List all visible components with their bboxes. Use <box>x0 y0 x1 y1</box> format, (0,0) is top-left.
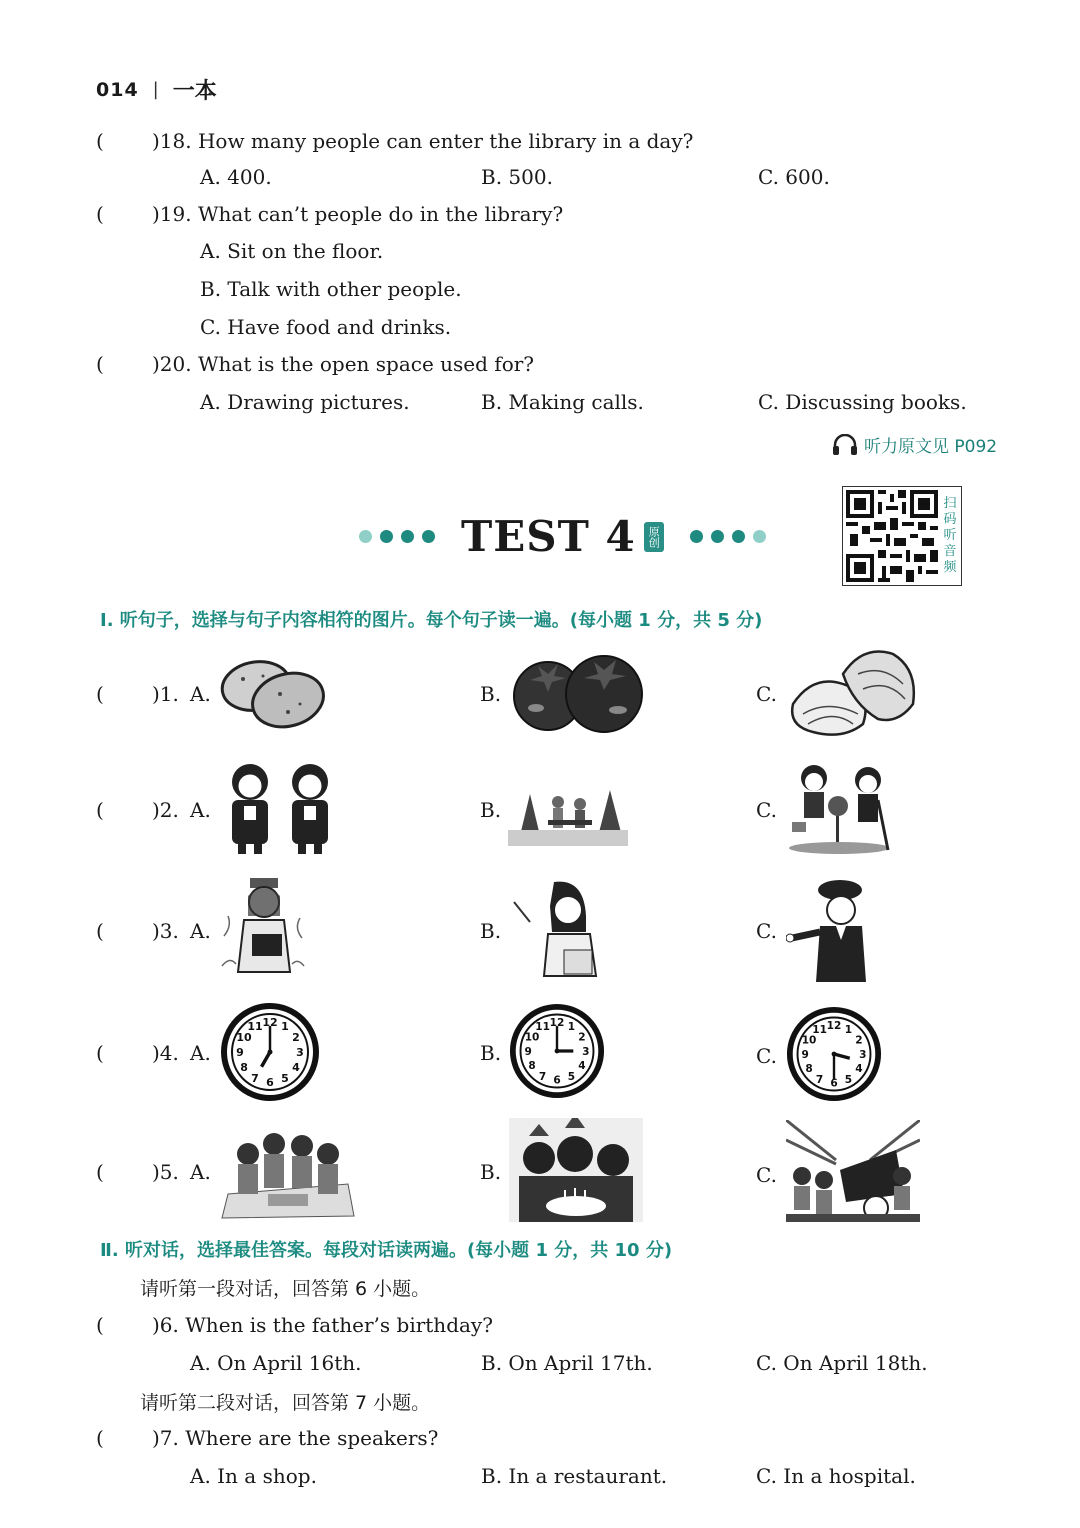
clock-digit: 5 <box>567 1070 576 1083</box>
clock-digit: 8 <box>240 1061 248 1074</box>
question-number: )20. <box>152 352 192 376</box>
answer-paren: ( <box>96 1041 104 1065</box>
option-b: B. 500. <box>481 165 553 189</box>
clock-digit: 4 <box>292 1061 300 1074</box>
answer-paren: ( <box>96 202 104 226</box>
answer-paren: ( <box>96 798 104 822</box>
item-5-label-a: A. <box>190 1160 211 1184</box>
clock-digit: 1 <box>844 1023 853 1036</box>
item-4-label-a: A. <box>190 1041 211 1065</box>
clock-digit: 1 <box>281 1020 289 1034</box>
clock-digit: 9 <box>801 1048 809 1061</box>
option-c: C. Discussing books. <box>758 390 967 414</box>
clock-digit: 6 <box>830 1077 838 1090</box>
badge-text: 原创 <box>647 525 661 548</box>
option-a: A. Drawing pictures. <box>200 390 410 414</box>
question-19 <box>152 202 563 226</box>
question-20 <box>152 352 534 376</box>
clock-digit: 10 <box>236 1031 252 1044</box>
police-officer-picture <box>786 878 874 982</box>
teacher-picture <box>508 876 612 978</box>
question-text: How many people can enter the library in a day? <box>197 129 694 153</box>
answer-paren: ( <box>96 1160 104 1184</box>
page-header <box>96 74 217 105</box>
audio-reference[interactable] <box>832 432 997 457</box>
clock-digit: 10 <box>524 1031 540 1044</box>
clock-digit: 3 <box>296 1046 304 1059</box>
answer-paren: ( <box>96 682 104 706</box>
clock-b-picture <box>509 1003 605 1099</box>
clock-digit: 6 <box>266 1076 274 1089</box>
option-a: A. Sit on the floor. <box>200 239 384 263</box>
question-number: )6. <box>152 1313 179 1337</box>
item-1-number: )1. <box>152 682 179 706</box>
clock-digit: 6 <box>553 1074 561 1087</box>
option-b: B. In a restaurant. <box>481 1464 668 1488</box>
clock-digit: 9 <box>236 1046 244 1059</box>
clock-digit: 3 <box>859 1048 867 1061</box>
option-a: A. 400. <box>200 165 272 189</box>
decor-dots-left <box>355 530 439 543</box>
item-5-number: )5. <box>152 1160 179 1184</box>
birthday-party-picture <box>509 1118 643 1222</box>
item-5-label-b: B. <box>480 1160 502 1184</box>
qr-caption-char: 听 <box>943 528 957 543</box>
clock-digit: 11 <box>535 1020 550 1033</box>
original-badge <box>644 522 664 552</box>
clock-digit: 2 <box>578 1031 586 1044</box>
headphones-icon <box>832 434 858 456</box>
question-text: When is the father’s birthday? <box>185 1313 493 1337</box>
answer-paren: ( <box>96 129 104 153</box>
answer-paren: ( <box>96 352 104 376</box>
decor-dots-right <box>686 530 770 543</box>
clock-digit: 1 <box>567 1020 576 1033</box>
option-b: B. Talk with other people. <box>200 277 462 301</box>
section-2-heading: Ⅱ. 听对话，选择最佳答案。每段对话读两遍。(每小题 1 分，共 10 分) <box>100 1240 673 1261</box>
item-4-label-b: B. <box>480 1041 502 1065</box>
clock-digit: 12 <box>549 1017 565 1030</box>
option-c: C. 600. <box>758 165 830 189</box>
header-separator: | <box>152 79 159 100</box>
clock-center <box>268 1050 273 1055</box>
item-4-number: )4. <box>152 1041 179 1065</box>
option-b: B. Making calls. <box>481 390 644 414</box>
qr-caption-char: 扫 <box>943 496 957 511</box>
item-1-label-b: B. <box>480 682 502 706</box>
qr-code[interactable] <box>842 486 962 586</box>
question-18 <box>152 129 693 153</box>
item-2-label-b: B. <box>480 798 502 822</box>
qr-caption-char: 音 <box>943 544 957 559</box>
question-number: )19. <box>152 202 192 226</box>
qr-caption-char: 码 <box>943 512 957 527</box>
item-1-label-a: A. <box>190 682 211 706</box>
question-text: Where are the speakers? <box>185 1426 439 1450</box>
brand-logo: 一本 <box>172 79 217 104</box>
answer-paren: ( <box>96 919 104 943</box>
clock-digit: 7 <box>251 1071 259 1085</box>
clock-digit: 7 <box>538 1070 547 1083</box>
question-text: What can’t people do in the library? <box>197 202 564 226</box>
question-7 <box>152 1426 438 1450</box>
instruction-2: 请听第二段对话，回答第 7 小题。 <box>140 1392 431 1414</box>
page-number: 014 <box>96 78 139 101</box>
park-people-picture <box>508 764 628 846</box>
clock-c-picture <box>786 1006 882 1102</box>
option-c: C. Have food and drinks. <box>200 315 452 339</box>
answer-paren: ( <box>96 1426 104 1450</box>
item-2-label-c: C. <box>756 798 777 822</box>
item-4-label-c: C. <box>756 1044 777 1068</box>
clock-digit: 3 <box>582 1045 590 1058</box>
question-6 <box>152 1313 493 1337</box>
instruction-1: 请听第一段对话，回答第 6 小题。 <box>140 1278 431 1300</box>
question-text: What is the open space used for? <box>197 352 535 376</box>
clock-digit: 12 <box>826 1020 842 1033</box>
clock-digit: 8 <box>528 1060 536 1073</box>
clock-center <box>555 1049 560 1054</box>
picnic-picture <box>218 1124 358 1220</box>
item-5-label-c: C. <box>756 1163 777 1187</box>
clock-digit: 9 <box>524 1045 532 1058</box>
test-title-row <box>355 512 770 561</box>
answer-paren: ( <box>96 1313 104 1337</box>
qr-caption-char: 频 <box>943 560 957 575</box>
option-b: B. On April 17th. <box>481 1351 653 1375</box>
clock-digit: 11 <box>812 1023 827 1036</box>
item-2-label-a: A. <box>190 798 211 822</box>
option-c: C. In a hospital. <box>756 1464 916 1488</box>
qr-caption <box>942 496 958 576</box>
clock-digit: 2 <box>292 1031 300 1044</box>
item-3-label-a: A. <box>190 919 211 943</box>
clock-digit: 4 <box>578 1060 586 1073</box>
clock-digit: 4 <box>855 1063 863 1076</box>
option-a: A. On April 16th. <box>190 1351 362 1375</box>
section-1-heading: Ⅰ. 听句子，选择与句子内容相符的图片。每个句子读一遍。(每小题 1 分，共 5 分) <box>100 610 763 631</box>
audio-reference-text: 听力原文见 P092 <box>864 437 998 457</box>
two-girls-picture <box>218 758 342 856</box>
cabbages-picture <box>783 644 921 740</box>
item-1-label-c: C. <box>756 682 777 706</box>
clock-digit: 7 <box>815 1073 824 1086</box>
question-number: )18. <box>152 129 192 153</box>
clock-digit: 8 <box>805 1063 813 1076</box>
planting-trees-picture <box>784 760 894 856</box>
question-number: )7. <box>152 1426 179 1450</box>
clock-center <box>832 1052 837 1057</box>
clock-digit: 12 <box>262 1016 278 1029</box>
clock-a-picture <box>220 1002 320 1102</box>
nurse-picture <box>218 876 310 978</box>
tomatoes-picture <box>508 652 646 734</box>
item-3-label-b: B. <box>480 919 502 943</box>
clock-digit: 2 <box>855 1034 863 1047</box>
clock-digit: 10 <box>801 1034 817 1047</box>
clock-digit: 11 <box>247 1020 263 1034</box>
clock-digit: 5 <box>844 1073 853 1086</box>
option-c: C. On April 18th. <box>756 1351 928 1375</box>
potatoes-picture <box>218 654 328 732</box>
clock-digit: 5 <box>281 1071 289 1085</box>
test-title: TEST 4 <box>461 512 636 561</box>
item-3-number: )3. <box>152 919 179 943</box>
option-a: A. In a shop. <box>190 1464 317 1488</box>
item-2-number: )2. <box>152 798 179 822</box>
qr-code-icon <box>846 490 938 582</box>
item-3-label-c: C. <box>756 919 777 943</box>
concert-picture <box>786 1120 920 1222</box>
